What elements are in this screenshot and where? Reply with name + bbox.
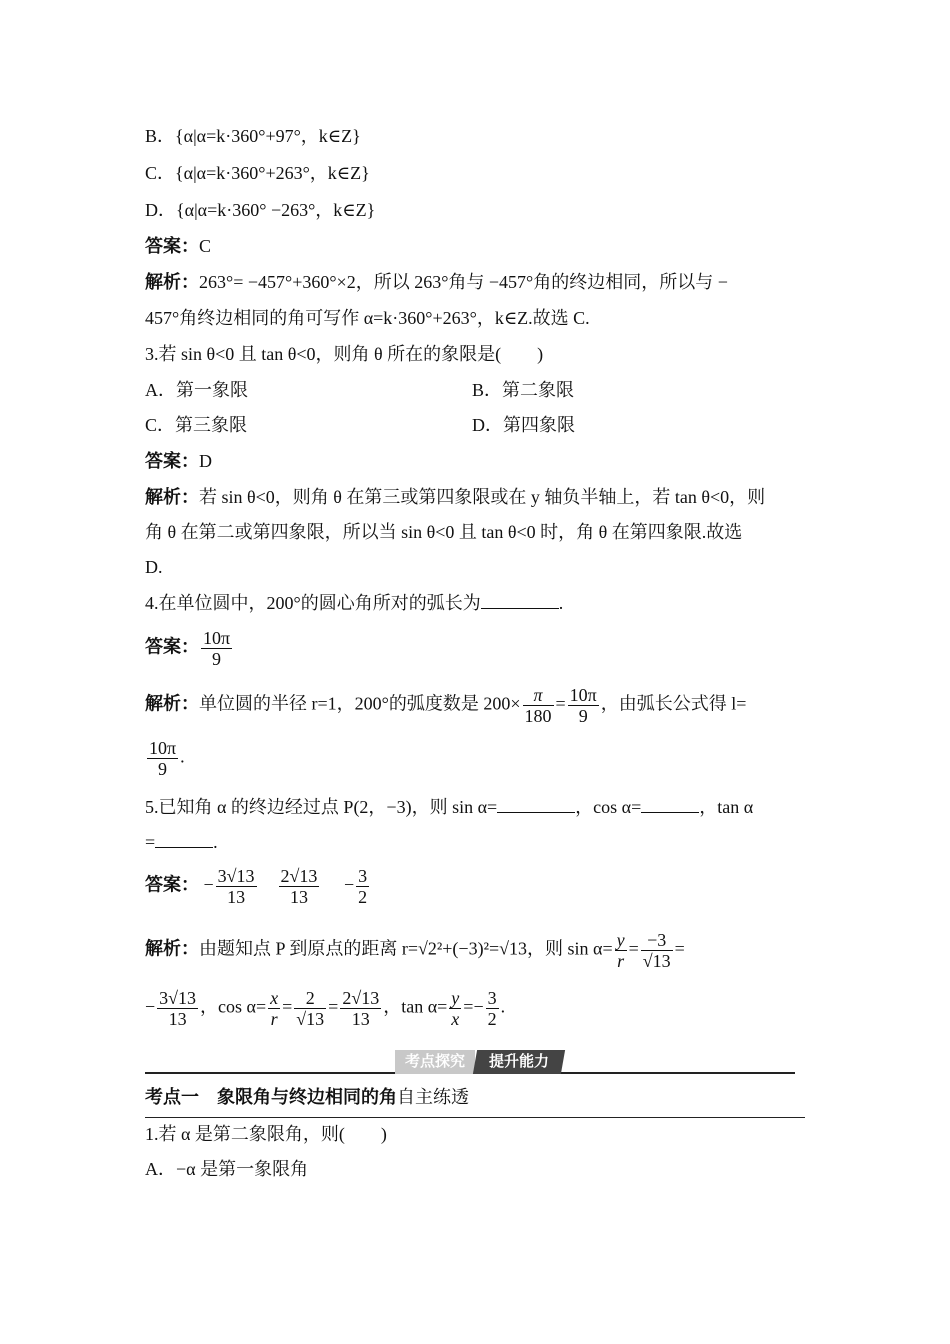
numerator: 2√13: [280, 866, 318, 886]
numerator: 2: [294, 988, 326, 1009]
solution-3-line-3: D.: [145, 557, 163, 577]
answer-label: 答案：: [145, 451, 199, 471]
numerator: y: [616, 930, 625, 950]
denominator: 9: [212, 649, 222, 669]
equals: =: [328, 996, 339, 1017]
solution-text: ，cos α=: [200, 996, 267, 1017]
numerator: 10π: [149, 738, 177, 758]
section-heading: [145, 1085, 469, 1109]
fraction-3-2: [486, 988, 499, 1029]
option-c: C．{α|α=k·360°+263°，k∈Z}: [145, 163, 370, 183]
equals: =: [145, 832, 156, 852]
fraction-x-r: [268, 988, 280, 1029]
q3-option-d: D．第四象限: [472, 415, 575, 435]
minus-sign: −: [343, 874, 355, 895]
solution-4-line-1: [145, 685, 746, 726]
denominator: 9: [158, 759, 168, 779]
equals: =: [674, 938, 685, 959]
equals: =: [628, 938, 639, 959]
equals: =: [282, 996, 293, 1017]
answer-label: 答案：: [145, 636, 199, 657]
fraction-sin: [216, 866, 257, 907]
solution-1-line-1: [145, 270, 728, 294]
q1-option-a: A．−α 是第一象限角: [145, 1159, 309, 1179]
section-title: 考点一 象限角与终边相同的角: [145, 1087, 397, 1107]
numerator: 3√13: [159, 988, 197, 1008]
numerator: −3: [641, 930, 673, 951]
option-d: D．{α|α=k·360° −263°，k∈Z}: [145, 200, 376, 220]
denominator: r: [617, 951, 625, 971]
banner-left: 考点探究: [395, 1050, 475, 1074]
denominator: r: [270, 1009, 278, 1029]
minus-sign: −: [203, 874, 214, 895]
solution-label: 解析：: [145, 938, 199, 959]
minus-sign: −: [145, 996, 156, 1017]
fraction-2-sqrt13: [294, 988, 326, 1029]
fraction-y-x: [449, 988, 461, 1029]
denominator: 2: [487, 1009, 497, 1029]
fraction-10pi-9: [568, 685, 599, 726]
period: .: [180, 746, 185, 767]
solution-3-line-2: 角 θ 在第二或第四象限，所以当 sin θ<0 且 tan θ<0 时，角 θ 在第四象限.故选: [145, 522, 743, 542]
question-5-text-2: ，cos α=: [575, 797, 642, 817]
solution-label: 解析：: [145, 487, 199, 507]
answer-value: C: [199, 236, 212, 256]
fraction-m3-sqrt13: [641, 930, 673, 971]
denominator: 2: [358, 887, 368, 907]
denominator: x: [451, 1009, 460, 1029]
equals: =: [488, 938, 500, 959]
solution-text-2: ，由弧长公式得 l=: [600, 693, 747, 714]
numerator: 3: [487, 988, 497, 1008]
banner-right-text: 提升能力: [488, 1053, 549, 1070]
period: .: [500, 996, 506, 1017]
fraction-cos: [279, 866, 320, 907]
banner-right: [473, 1050, 565, 1074]
solution-5-line-2: [145, 988, 505, 1029]
minus-sign: −: [473, 996, 484, 1017]
question-4-text: 4.在单位圆中，200°的圆心角所对的弧长为: [145, 593, 481, 613]
denominator: 9: [578, 706, 588, 726]
fraction-10pi-9: [147, 738, 178, 779]
solution-label: 解析：: [145, 693, 199, 714]
answer-4: [145, 628, 234, 669]
question-5-line-2: [145, 830, 218, 854]
q3-options-row-1: [145, 378, 248, 402]
question-5-line-1: [145, 795, 753, 819]
denominator: 13: [168, 1009, 187, 1029]
answer-blank: [481, 592, 559, 609]
solution-text-2: ，tan α=: [383, 996, 448, 1017]
solution-text: 由题知点 P 到原点的距离 r=: [199, 938, 418, 959]
q3-option-c: C．第三象限: [145, 415, 248, 435]
fraction-sin: [157, 988, 198, 1029]
numerator: 10π: [569, 685, 597, 705]
solution-5-line-1: [145, 930, 685, 971]
tan-blank: [155, 831, 213, 848]
cos-blank: [641, 796, 699, 813]
answer-1: [145, 234, 211, 258]
numerator: 2√13: [342, 988, 380, 1008]
answer-label: 答案：: [145, 236, 199, 256]
numerator: 3√13: [217, 866, 255, 886]
numerator: π: [523, 685, 554, 706]
denominator: √13: [642, 951, 671, 971]
answer-3: [145, 449, 212, 473]
denominator: 13: [351, 1009, 370, 1029]
numerator: 10π: [203, 628, 231, 648]
section-divider-bottom: [145, 1117, 805, 1118]
q3-option-b: B．第二象限: [472, 380, 575, 400]
sin-blank: [497, 796, 575, 813]
question-4: [145, 591, 563, 615]
denominator: 13: [289, 887, 308, 907]
numerator: y: [451, 988, 460, 1008]
question-5-text: 5.已知角 α 的终边经过点 P(2，−3)，则 sin α=: [145, 797, 498, 817]
solution-label: 解析：: [145, 272, 199, 292]
denominator: 13: [227, 887, 246, 907]
denominator: 180: [524, 706, 552, 726]
solution-1-line-2: 457°角终边相同的角可写作 α=k·360°+263°，k∈Z.故选 C.: [145, 308, 590, 328]
question-4-end: .: [558, 593, 564, 613]
period: .: [213, 832, 218, 852]
question-3: 3.若 sin θ<0 且 tan θ<0，则角 θ 所在的象限是( ): [145, 344, 544, 364]
answer-5: [145, 866, 371, 907]
option-b: B．{α|α=k·360°+97°，k∈Z}: [145, 126, 361, 146]
fraction-tan: [356, 866, 369, 907]
fraction-pi-180: [523, 685, 554, 726]
denominator: √13: [296, 1009, 325, 1029]
section-note: 自主练透: [397, 1087, 469, 1107]
fraction: [201, 628, 232, 669]
solution-text: 单位圆的半径 r=1，200°的弧度数是 200×: [199, 693, 521, 714]
question-1: 1.若 α 是第二象限角，则( ): [145, 1124, 387, 1144]
solution-text: 263°= −457°+360°×2，所以 263°角与 −457°角的终边相同，所以与 −: [199, 272, 728, 292]
answer-value: D: [199, 451, 212, 471]
numerator: x: [270, 988, 279, 1008]
solution-3-line-1: [145, 485, 765, 509]
fraction-y-r: [615, 930, 627, 971]
solution-text: 若 sin θ<0，则角 θ 在第三或第四象限或在 y 轴负半轴上，若 tan θ<0，则: [199, 487, 766, 507]
equals: =: [555, 693, 566, 714]
q3-option-a: A．第一象限: [145, 380, 248, 400]
equals: =: [463, 996, 474, 1017]
solution-text-2: ，则 sin α=: [527, 938, 613, 959]
radical-13: √13: [499, 938, 528, 959]
solution-4-line-2: [145, 738, 185, 779]
fraction-cos: [340, 988, 381, 1029]
numerator: 3: [358, 866, 368, 886]
answer-label: 答案：: [145, 874, 199, 895]
question-5-text-3: ，tan α: [699, 797, 754, 817]
radical-expression: √2²+(−3)²: [418, 938, 489, 959]
